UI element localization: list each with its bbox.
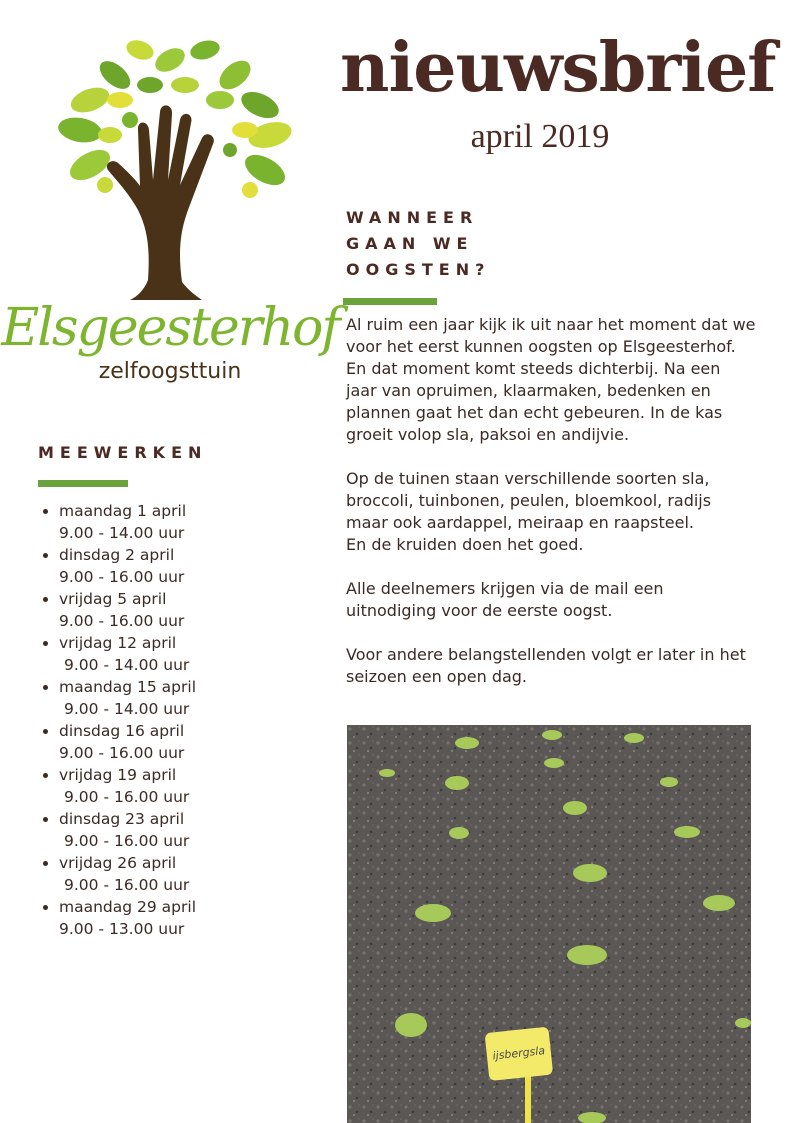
meewerken-heading: MEEWERKEN [38,443,208,462]
schedule-date: dinsdag 16 april [59,722,185,740]
schedule-date: vrijdag 12 april [59,634,177,652]
schedule-date: maandag 29 april [59,898,196,916]
article-divider [343,298,437,305]
schedule-time: 9.00 - 13.00 uur [59,920,185,938]
article-paragraph: Alle deelnemers krijgen via de mail een uitnodiging voor de eerste oogst. [346,579,664,620]
newsletter-date: april 2019 [470,118,610,155]
list-item [59,764,319,808]
article-body [346,314,756,710]
schedule-time: 9.00 - 16.00 uur [64,876,190,894]
article-paragraph: Al ruim een jaar kijk ik uit naar het moment dat we voor het eerst kunnen oogsten op Elsgeesterhof. En dat moment komt steeds dichterbij. Na een jaar van opruimen, klaarmaken, bedenken en plannen gaat het dan echt gebeuren. In de kas groeit volop sla, paksoi en andijvie. [346,315,756,444]
schedule-date: maandag 15 april [59,678,196,696]
list-item [59,544,319,588]
logo-name: Elsgeesterhof [1,298,339,358]
list-item [59,808,319,852]
list-item [59,588,319,632]
schedule-time: 9.00 - 16.00 uur [64,788,190,806]
list-item [59,852,319,896]
elsgeesterhof-logo [1,20,339,390]
schedule-time: 9.00 - 14.00 uur [59,524,185,542]
schedule-date: vrijdag 5 april [59,590,167,608]
article-heading-line: WANNEER [346,208,479,227]
plant-label-text: ijsbergsla [491,1044,546,1063]
schedule-date: maandag 1 april [59,502,187,520]
plant-label [485,1027,554,1081]
article-heading [346,205,490,283]
schedule-time: 9.00 - 16.00 uur [64,832,190,850]
garden-photo [347,725,751,1123]
list-item [59,632,319,676]
schedule-time: 9.00 - 14.00 uur [64,656,190,674]
schedule-time: 9.00 - 16.00 uur [59,744,185,762]
list-item [59,720,319,764]
schedule-date: dinsdag 2 april [59,546,175,564]
article-paragraph: En de kruiden doen het goed. [346,535,584,554]
list-item [59,896,319,940]
schedule-date: vrijdag 19 april [59,766,177,784]
article-paragraph: Op de tuinen staan verschillende soorten sla, broccoli, tuinbonen, peulen, bloemkool, radijs maar ook aardappel, meiraap en raapsteel. [346,469,712,532]
schedule-time: 9.00 - 16.00 uur [59,612,185,630]
schedule-time: 9.00 - 14.00 uur [64,700,190,718]
newsletter-title: nieuwsbrief [340,28,776,108]
schedule-date: vrijdag 26 april [59,854,177,872]
list-item [59,676,319,720]
article-paragraph: Voor andere belangstellenden volgt er later in het seizoen een open dag. [346,645,746,686]
article-heading-line: GAAN WE [346,234,474,253]
hand-trunk-icon [107,105,214,300]
schedule-date: dinsdag 23 april [59,810,185,828]
list-item [59,500,319,544]
schedule-time: 9.00 - 16.00 uur [59,568,185,586]
logo-tagline: zelfoogsttuin [98,359,242,384]
meewerken-schedule [38,500,319,940]
meewerken-divider [38,480,128,487]
article-heading-line: OOGSTEN? [346,260,491,279]
